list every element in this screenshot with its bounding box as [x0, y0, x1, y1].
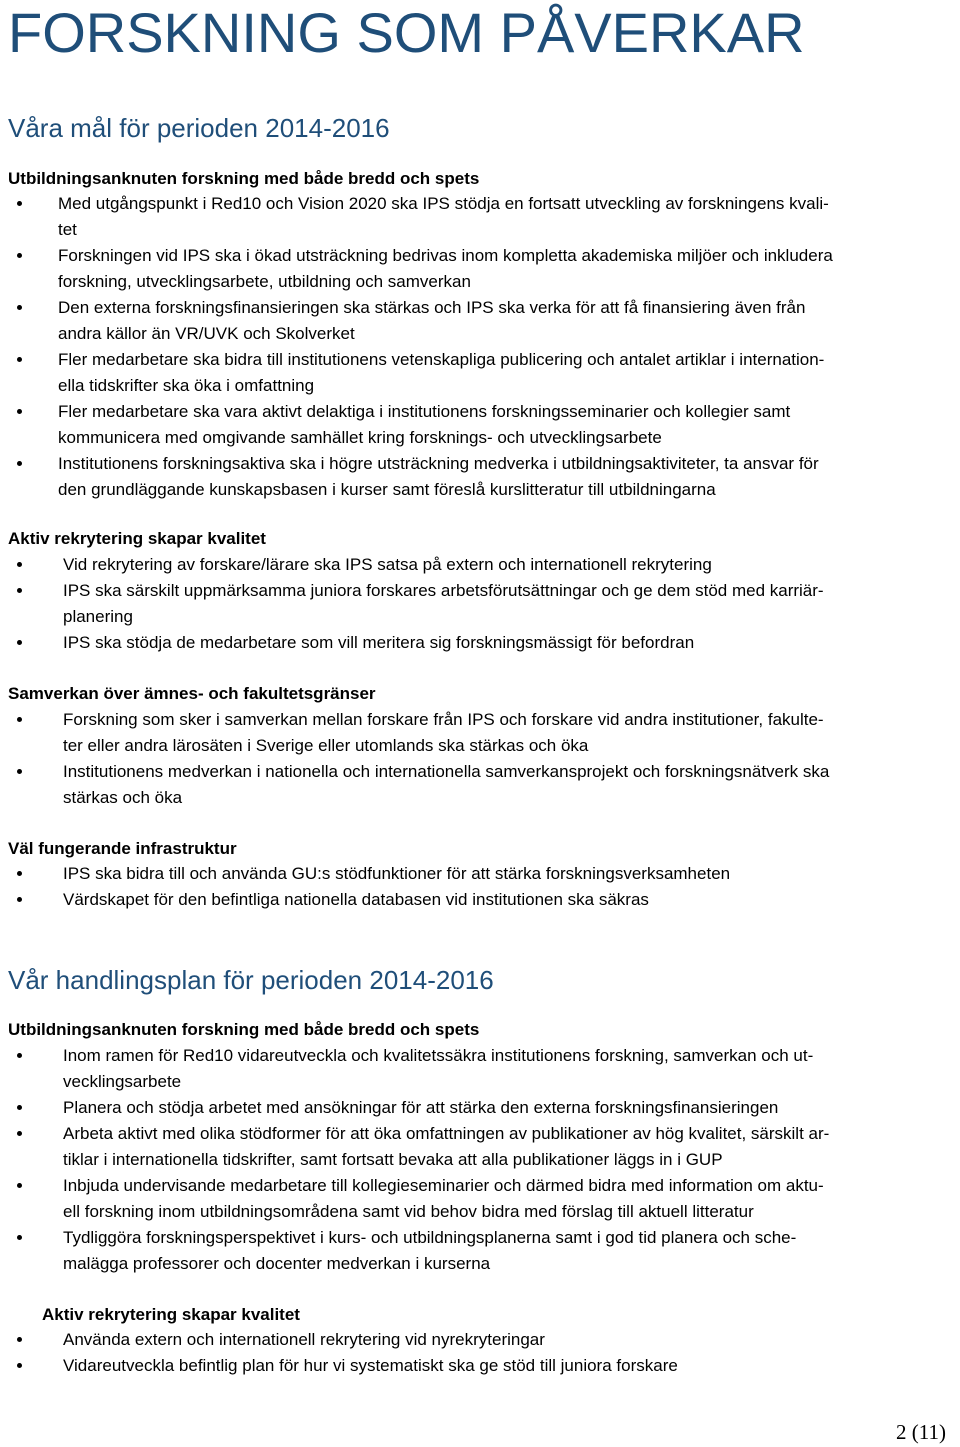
list-item-text: IPS ska särskilt uppmärksamma juniora forskares arbetsförutsättningar och ge dem stöd med karriär-	[63, 581, 824, 600]
list-item-text: Institutionens forskningsaktiva ska i högre utsträckning medverka i utbildningsaktiviteter, ta ansvar för	[58, 454, 819, 473]
bullet-icon	[17, 1105, 22, 1110]
list-item-text: Forskning som sker i samverkan mellan forskare från IPS och forskare vid andra institutioner, fakulte-	[63, 710, 824, 729]
bullet-icon	[17, 357, 22, 362]
list-item	[8, 759, 829, 811]
list-item	[8, 1121, 829, 1173]
list-item	[8, 1043, 829, 1095]
bullet-icon	[17, 871, 22, 876]
bullet-icon	[17, 1337, 22, 1342]
list-item-text: IPS ska stödja de medarbetare som vill meritera sig forskningsmässigt för befordran	[63, 633, 695, 652]
bullet-icon	[17, 1363, 22, 1368]
list-item	[8, 707, 829, 759]
goals-heading: Våra mål för perioden 2014-2016	[8, 113, 390, 143]
list-item-text: Institutionens medverkan i nationella och internationella samverkansprojekt och forskningsnätverk ska	[63, 762, 830, 781]
list-item	[8, 552, 824, 578]
bullet-icon	[17, 640, 22, 645]
list-item	[8, 295, 833, 347]
goals-section-research-heading: Utbildningsanknuten forskning med både bredd och spets	[8, 169, 480, 188]
list-item	[8, 399, 833, 451]
list-item-text: vecklingsarbete	[63, 1072, 182, 1091]
bullet-icon	[17, 1131, 22, 1136]
goals-research-list	[8, 191, 833, 503]
list-item-text: ella tidskrifter ska öka i omfattning	[58, 376, 315, 395]
list-item-text: Värdskapet för den befintliga nationella databasen vid institutionen ska säkras	[63, 890, 649, 909]
list-item-text: kommunicera med omgivande samhället kring forsknings- och utvecklingsarbete	[58, 428, 662, 447]
list-item	[8, 1327, 678, 1353]
bullet-icon	[17, 562, 22, 567]
list-item	[8, 1353, 678, 1379]
list-item-text: Forskningen vid IPS ska i ökad utsträckning bedrivas inom kompletta akademiska miljöer och inkludera	[58, 246, 833, 265]
list-item-text: ell forskning inom utbildningsområdena samt vid behov bidra med förslag till aktuell litteratur	[63, 1202, 754, 1221]
list-item	[8, 1095, 829, 1121]
list-item-text: forskning, utvecklingsarbete, utbildning och samverkan	[58, 272, 471, 291]
list-item-text: ter eller andra lärosäten i Sverige eller utomlands ska stärkas och öka	[63, 736, 589, 755]
goals-collaboration-list	[8, 707, 829, 811]
goals-section-infrastructure-heading: Väl fungerande infrastruktur	[8, 839, 237, 858]
list-item-text: Med utgångspunkt i Red10 och Vision 2020 ska IPS stödja en fortsatt utveckling av forskningens kvali-	[58, 194, 829, 213]
list-item	[8, 347, 833, 399]
list-item-text: stärkas och öka	[63, 788, 183, 807]
list-item-text: Fler medarbetare ska bidra till institutionens vetenskapliga publicering och antalet artiklar i internation-	[58, 350, 825, 369]
goals-section-collaboration-heading: Samverkan över ämnes- och fakultetsgränser	[8, 684, 376, 703]
list-item	[8, 1173, 829, 1225]
list-item-text: Vidareutveckla befintlig plan för hur vi systematiskt ska ge stöd till juniora forskare	[63, 1356, 678, 1375]
list-item-text: Arbeta aktivt med olika stödformer för att öka omfattningen av publikationer av hög kvalitet, särskilt ar-	[63, 1124, 830, 1143]
list-item-text: Planera och stödja arbetet med ansökningar för att stärka den externa forskningsfinansieringen	[63, 1098, 779, 1117]
plan-recruitment-list	[8, 1327, 678, 1379]
goals-section-recruitment-heading: Aktiv rekrytering skapar kvalitet	[8, 529, 266, 548]
bullet-icon	[17, 1053, 22, 1058]
list-item	[8, 887, 730, 913]
list-item-text: andra källor än VR/UVK och Skolverket	[58, 324, 355, 343]
list-item-text: malägga professorer och docenter medverkan i kurserna	[63, 1254, 491, 1273]
list-item	[8, 578, 824, 630]
list-item	[8, 630, 824, 656]
list-item-text: Fler medarbetare ska vara aktivt delaktiga i institutionens forskningsseminarier och kollegier samt	[58, 402, 791, 421]
plan-heading: Vår handlingsplan för perioden 2014-2016	[8, 965, 494, 995]
plan-research-list	[8, 1043, 829, 1277]
plan-section-recruitment-heading: Aktiv rekrytering skapar kvalitet	[42, 1305, 300, 1324]
bullet-icon	[17, 253, 22, 258]
bullet-icon	[17, 717, 22, 722]
bullet-icon	[17, 305, 22, 310]
bullet-icon	[17, 897, 22, 902]
list-item	[8, 861, 730, 887]
list-item-text: Använda extern och internationell rekrytering vid nyrekryteringar	[63, 1330, 545, 1349]
list-item-text: tiklar i internationella tidskrifter, samt fortsatt bevaka att alla publikationer läggs in i GUP	[63, 1150, 723, 1169]
bullet-icon	[17, 769, 22, 774]
list-item	[8, 191, 833, 243]
bullet-icon	[17, 588, 22, 593]
bullet-icon	[17, 201, 22, 206]
list-item-text: Inom ramen för Red10 vidareutveckla och kvalitetssäkra institutionens forskning, samverkan och ut-	[63, 1046, 814, 1065]
list-item-text: Vid rekrytering av forskare/lärare ska IPS satsa på extern och internationell rekrytering	[63, 555, 712, 574]
list-item-text: Den externa forskningsfinansieringen ska stärkas och IPS ska verka för att få finansiering även från	[58, 298, 806, 317]
list-item-text: tet	[58, 220, 77, 239]
list-item	[8, 243, 833, 295]
page-title: FORSKNING SOM PÅVERKAR	[8, 1, 805, 64]
plan-section-research-heading: Utbildningsanknuten forskning med både bredd och spets	[8, 1020, 480, 1039]
bullet-icon	[17, 409, 22, 414]
list-item-text: den grundläggande kunskapsbasen i kurser samt föreslå kurslitteratur till utbildningarna	[58, 480, 716, 499]
list-item	[8, 451, 833, 503]
list-item-text: IPS ska bidra till och använda GU:s stödfunktioner för att stärka forskningsverksamheten	[63, 864, 731, 883]
bullet-icon	[17, 1235, 22, 1240]
goals-recruitment-list	[8, 552, 824, 656]
list-item-text: Inbjuda undervisande medarbetare till kollegieseminarier och därmed bidra med information om aktu-	[63, 1176, 824, 1195]
list-item	[8, 1225, 829, 1277]
list-item-text: Tydliggöra forskningsperspektivet i kurs- och utbildningsplanerna samt i god tid planera och sche-	[63, 1228, 797, 1247]
goals-infrastructure-list	[8, 861, 730, 913]
bullet-icon	[17, 461, 22, 466]
bullet-icon	[17, 1183, 22, 1188]
page-number: 2 (11)	[896, 1420, 946, 1444]
list-item-text: planering	[63, 607, 133, 626]
